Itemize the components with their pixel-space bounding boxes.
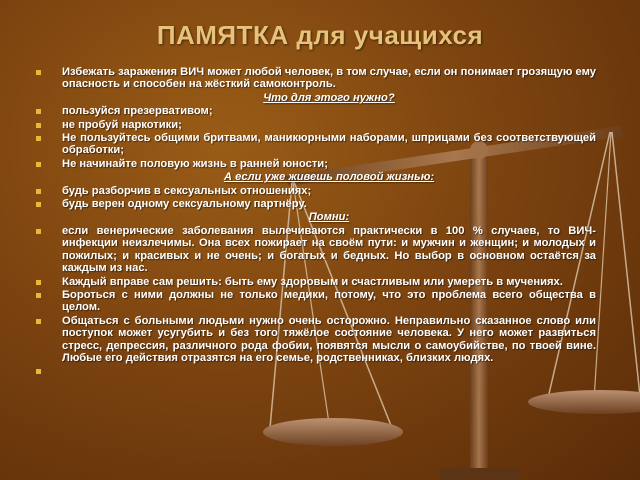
list-item <box>34 185 596 197</box>
item-text: если венерические заболевания вылечиваются практически в 100 % случаев, то ВИЧ-инфекции неизлечимы. Она всех пожирает на своём пути: и мужчин и женщин; и молодых и пожилых; и красивых и не очень; и богатых и бедных. Но выбор в основном остаётся за каждым из нас. <box>62 224 596 275</box>
item-text: Каждый вправе сам решить: быть ему здоровым и счастливым или умереть в мучениях. <box>62 275 563 288</box>
right-pan <box>528 390 640 414</box>
bullet-icon <box>36 162 41 167</box>
item-text: будь разборчив в сексуальных отношениях; <box>62 184 312 197</box>
section-heading <box>34 211 596 223</box>
list-item <box>34 225 596 275</box>
bullet-icon <box>36 202 41 207</box>
list-item <box>34 66 596 91</box>
list-item <box>34 158 596 170</box>
bullet-icon <box>36 136 41 141</box>
bullet-icon <box>36 123 41 128</box>
bullet-icon <box>36 293 41 298</box>
left-pan <box>263 418 403 446</box>
list-item <box>34 289 596 314</box>
bullet-icon <box>36 369 41 374</box>
item-text: не пробуй наркотики; <box>62 118 182 131</box>
list-item <box>34 132 596 157</box>
bullet-icon <box>36 189 41 194</box>
bullet-icon <box>36 109 41 114</box>
list-item <box>34 315 596 365</box>
list-item <box>34 198 596 210</box>
item-text: будь верен одному сексуальному партнёру. <box>62 198 307 211</box>
item-text: Общаться с больными людьми нужно очень осторожно. Неправильно сказанное слово или поступок может усугубить и без того тяжёлое состояние человека. У него может развиться стресс, депрессия, различного рода фобии, появятся мысли о самоубийстве, по твоей вине. Любые его действия отразятся на его семье, родственниках, близких людях. <box>62 314 596 364</box>
bullet-icon <box>36 70 41 75</box>
bullet-icon <box>36 319 41 324</box>
item-text: Не начинайте половую жизнь в ранней юности; <box>62 157 328 170</box>
item-text: Что для этого нужно? <box>263 91 395 104</box>
item-text: Помни: <box>308 211 350 224</box>
list-item <box>34 276 596 288</box>
item-text: Избежать заражения ВИЧ может любой человек, в том случае, если он понимает грозящую ему опасность и способен на жёсткий самоконтроль. <box>62 66 596 91</box>
item-text: пользуйся презервативом; <box>62 105 213 118</box>
item-text: А если уже живешь половой жизнью: <box>223 171 435 184</box>
item-text: Бороться с ними должны не только медики, потому, что это проблема всего общества в целом. <box>62 288 596 314</box>
section-heading <box>34 92 596 104</box>
bullet-icon <box>36 280 41 285</box>
bullet-icon <box>36 229 41 234</box>
list-item <box>34 105 596 117</box>
memo-content <box>34 66 596 365</box>
section-heading <box>34 171 596 183</box>
list-item <box>34 119 596 131</box>
item-text: Не пользуйтесь общими бритвами, маникюрными наборами, шприцами без соответствующей обработки; <box>62 132 596 157</box>
slide-title: ПАМЯТКА для учащихся <box>156 20 484 50</box>
scale-base <box>440 468 520 480</box>
